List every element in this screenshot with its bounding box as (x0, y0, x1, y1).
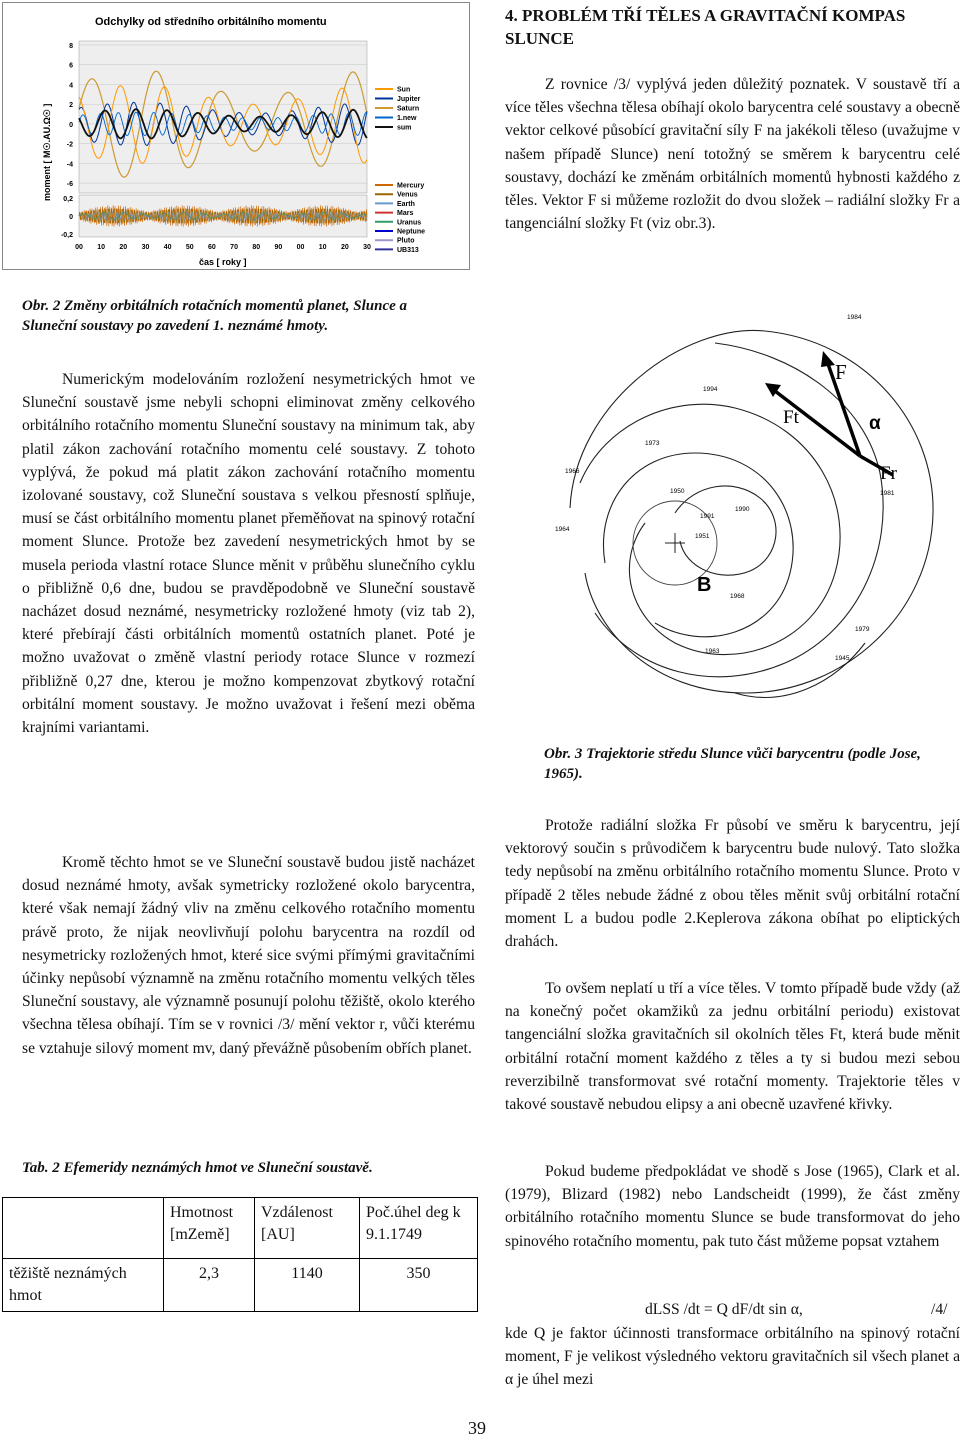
vector-F-arrowhead (821, 351, 835, 367)
y-tick-label: -0,2 (60, 232, 73, 239)
section-heading-block (505, 4, 955, 50)
x-tick-label: 00 (296, 244, 305, 251)
y-tick-label: 8 (69, 43, 73, 50)
legend-label: Uranus (397, 219, 422, 227)
section-heading-text: 4. PROBLÉM TŘÍ TĚLES A GRAVITAČNÍ KOMPAS SLUNCE (505, 6, 906, 48)
legend-label: 1.new (397, 115, 417, 122)
legend-label: Neptune (397, 228, 425, 236)
x-tick-label: 10 (97, 244, 106, 251)
left-paragraph-2: Kromě těchto hmot se ve Sluneční soustavě budou jistě nacházet dosud neznámé hmoty, avšak symetricky rozložené okolo barycentra, které však nemají žádný vliv na změnu celkového rotačního momentu právě proto, že nijak neovlivňují polohu barycentra na rozdíl od nesymetricky rozložených hmot, které sice svými přímými gravitačními účinky nepůsobí významně na změnu rotačního momentu velkých těles Sluneční soustavy, ale významně posunují polohu těžiště, okolo kterého všechna tělesa obíhají. Tím se v rovnici /3/ mění vektor r, vůči kterému se vztahuje silový moment mv, daný převážně působením obřích planet. (22, 854, 475, 1057)
x-tick-label: 80 (252, 244, 261, 251)
year-label: 1963 (705, 648, 720, 655)
year-label: 1973 (645, 440, 660, 447)
year-label: 1981 (880, 490, 895, 497)
right-paragraph-4: kde Q je faktor účinnosti transformace orbitálního na spinový rotační moment, F je velikost výsledného vektoru gravitačních sil všech planet a α je úhel mezi (505, 1325, 960, 1389)
table-cell-angle: 350 (360, 1259, 478, 1312)
equation-number: /4/ (931, 1301, 948, 1318)
year-label: 1964 (555, 526, 570, 533)
figure3-caption: Obr. 3 Trajektorie středu Slunce vůči barycentru (podle Jose, 1965). (544, 746, 921, 782)
x-ticks (75, 244, 371, 251)
trajectory-loop-1 (570, 330, 933, 693)
x-tick-label: 30 (363, 244, 371, 251)
chart-xlabel: čas [ roky ] (199, 257, 247, 267)
y-tick-label: 4 (69, 82, 73, 90)
figure2-caption: Obr. 2 Změny orbitálních rotačních momentů planet, Slunce a Sluneční soustavy po zavedení 1. neznámé hmoty. (22, 298, 408, 334)
table-cell-distance: 1140 (255, 1259, 360, 1312)
legend-label: Pluto (397, 237, 415, 245)
table2-caption: Tab. 2 Efemeridy neznámých hmot ve Sluneční soustavě. (22, 1160, 373, 1176)
deviation-chart (2, 2, 470, 270)
x-tick-label: 70 (230, 244, 238, 251)
deviation-chart-svg (3, 3, 469, 269)
trajectory-loop-5 (675, 486, 776, 575)
left-paragraph-1: Numerickým modelováním rozložení nesymetrických hmot ve Sluneční soustavě jsme nebyli schopni eliminovat změny celkového orbitálního rotačního momentu Sluneční soustavy na minimum tak, aby platil zákon zachování rotačního momentu celé soustavy. Z tohoto vyplývá, že pokud má platit zákon zachování rotačního momentu izolované soustavy, což Sluneční soustava s velkou přesností splňuje, musí se část orbitálního momentu planet přeměňovat na spinový rotační moment Slunce. Protože bez zavedení nesymetrických hmot by se musela perioda vlastní rotace Slunce měnit v průběhu slunečního cyklu o přibližně 0,6 dne, budou se pravděpodobně ve Sluneční soustavě nacházet dosud neznámé, nesymetricky rozložené hmoty (viz tab 2), které přebírají části orbitálních momentů ostatních planet. Poté je možno uvažovat o změně vlastní periody rotace Slunce v rozmezí přibližně 0,27 dne, kterou je možno kompenzovat zbytkový rotační orbitální moment soustavy. Je možno uvažovat i řešení mezi oběma krajními variantami. (22, 371, 475, 737)
chart-ylabel: moment [ M☉.AU.Ω☉ ] (42, 103, 52, 201)
sun-trajectory-svg (535, 313, 960, 733)
label-Fr: Fr (880, 463, 897, 484)
year-label: 1966 (565, 468, 580, 475)
table-corner-cell (3, 1198, 164, 1259)
x-tick-label: 10 (318, 244, 327, 251)
table-header-distance: Vzdálenost [AU] (255, 1198, 360, 1259)
legend-bottom (375, 183, 425, 254)
x-tick-label: 20 (340, 244, 349, 251)
y-tick-label: 2 (69, 102, 73, 110)
y-tick-label: -4 (66, 161, 73, 169)
table-header-mass: Hmotnost [mZemě] (164, 1198, 255, 1259)
label-B: B (697, 574, 712, 596)
trajectory-loop-3 (603, 453, 793, 637)
upper-y-ticks (67, 43, 73, 188)
y-tick-label: -2 (66, 141, 73, 149)
legend-label: Jupiter (397, 96, 421, 103)
year-label: 1994 (703, 386, 718, 393)
y-tick-label: 6 (69, 62, 73, 70)
table-cell-mass: 2,3 (164, 1259, 255, 1312)
section-heading (505, 4, 955, 50)
legend-label: Earth (397, 200, 415, 208)
x-tick-label: 30 (141, 244, 150, 251)
table-row-label: těžiště neznámých hmot (3, 1259, 164, 1312)
legend-label: Mercury (397, 182, 425, 190)
x-tick-label: 00 (75, 244, 83, 251)
label-alpha: α (869, 413, 881, 434)
legend-label: Saturn (397, 105, 420, 113)
x-tick-label: 60 (208, 244, 216, 251)
table-header-row (3, 1198, 478, 1259)
year-label: 1951 (695, 533, 710, 540)
y-tick-label: -6 (66, 181, 73, 189)
table-row (3, 1259, 478, 1312)
legend-top (375, 87, 421, 132)
y-tick-label: 0,2 (63, 196, 73, 203)
table-header-angle: Poč.úhel deg k 9.1.1749 (360, 1198, 478, 1259)
label-Ft: Ft (783, 407, 799, 428)
year-label: 1991 (700, 513, 715, 520)
label-F: F (835, 360, 847, 384)
lower-y-ticks (61, 196, 73, 239)
right-paragraph-1: Protože radiální složka Fr působí ve směru k barycentru, její vektorový součin s průvodičem k barycentru bude nulový. Tato složka tedy nepůsobí na změnu orbitálního rotačního momentu Slunce. Proto v případě 2 těles nebude žádné z obou těles měnit svůj orbitální rotační moment L a budou podle 2.Keplerova zákona obíhat po eliptických drahách. (505, 817, 960, 951)
equation: dLSS /dt = Q dF/dt sin α, (645, 1301, 803, 1318)
upper-plot-area (79, 41, 367, 193)
ephemeris-table (2, 1197, 478, 1312)
year-label: 1984 (847, 314, 862, 321)
right-intro-paragraph: Z rovnice /3/ vyplývá jeden důležitý poznatek. V soustavě tří a více těles všechna tělesa obíhají okolo barycentra celé soustavy a obecně vektor celkové působící gravitační síly F na jakékoli těleso (uvažujme v našem případě Slunce) není totožný se směrem k barycentru celé soustavy, dochází ke změnám orbitálních momentů hybnosti každého z těles. Vektor F si můžeme rozložit do dvou složek – radiální složky Fr a tangenciální složky Ft (viz obr.3). (505, 76, 960, 233)
page-number: 39 (468, 1418, 486, 1438)
sun-trajectory-figure (535, 313, 960, 733)
x-tick-label: 20 (119, 244, 128, 251)
chart-title: Odchylky od středního orbitálního momentu (95, 16, 327, 28)
legend-label: Sun (397, 86, 411, 94)
year-label: 1990 (735, 506, 750, 513)
y-tick-label: 0 (69, 214, 73, 221)
legend-label: UB313 (397, 246, 419, 254)
legend-label: Venus (397, 191, 418, 199)
year-label: 1979 (855, 626, 870, 633)
legend-label: sum (397, 124, 412, 132)
x-tick-label: 90 (274, 244, 283, 251)
year-label: 1968 (730, 593, 745, 600)
legend-label: Mars (397, 210, 414, 218)
right-paragraph-3: Pokud budeme předpokládat ve shodě s Jose (1965), Clark et al. (1979), Blizard (1982) nebo Landscheidt (1999), že část změny orbitálního rotačního momentu Slunce se bude transformovat do jeho spinového rotačního momentu, pak tuto část můžeme popsat vztahem (505, 1163, 960, 1250)
right-paragraph-2: To ovšem neplatí u tří a více těles. V tomto případě bude vždy (až na konečný počet okamžiků za jednu orbitální periodu) existovat tangenciální složka gravitačních sil okolních těles Ft, která bude měnit orbitální rotační moment každého z těles a ty si budou mezi sebou reverzibilně transformovat své rotační momenty. Trajektorie těles v takové soustavě nebudou elipsy a ani obecně uzavřené křivky. (505, 980, 960, 1114)
year-label: 1945 (835, 655, 850, 662)
y-tick-label: 0 (69, 121, 73, 129)
trajectory-loop-2 (580, 404, 840, 654)
x-tick-label: 50 (185, 244, 194, 251)
year-label: 1950 (670, 488, 685, 495)
x-tick-label: 40 (163, 244, 172, 251)
